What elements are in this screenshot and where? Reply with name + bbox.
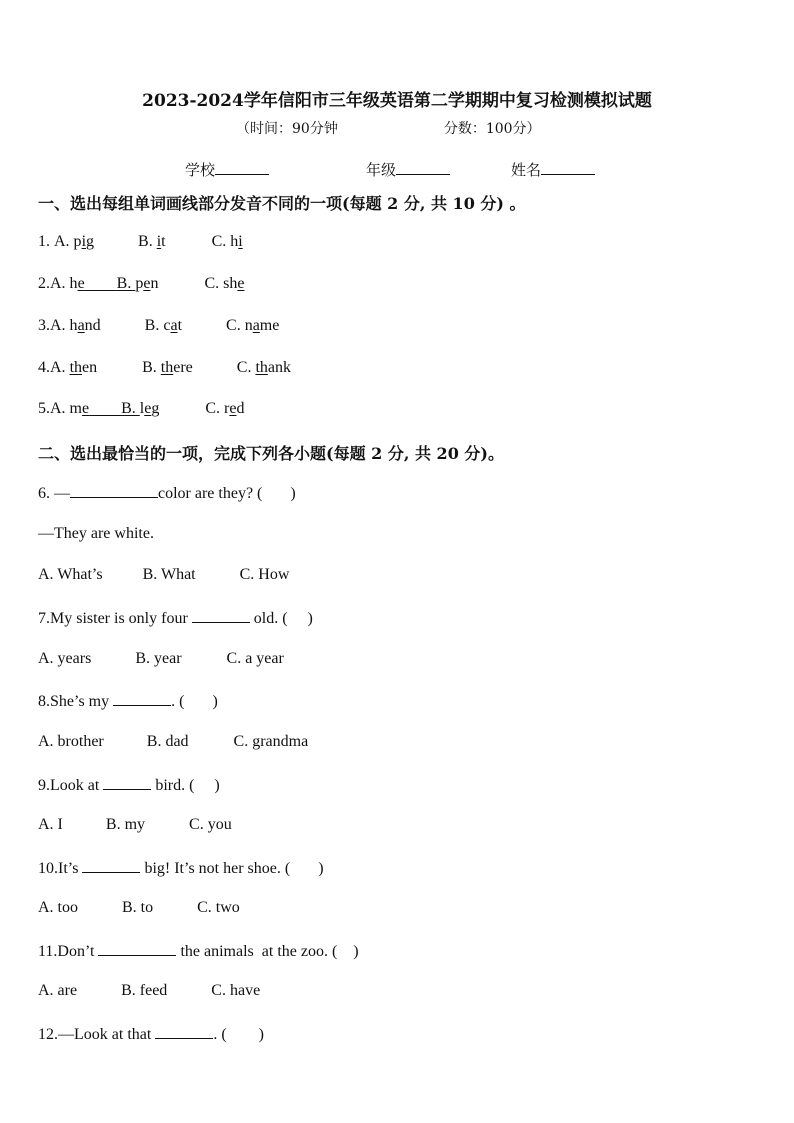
q6-blank[interactable] (70, 483, 158, 498)
question-3: 3.A. hand B. cat C. name (38, 317, 280, 334)
q8-option-b: B. dad (146, 733, 189, 750)
q11-options (38, 982, 260, 1000)
q4-option-b: B. there (142, 359, 193, 376)
section-2-title: 二、选出最恰当的一项，完成下列各小题(每题 2 分, 共 20 分)。 (38, 444, 504, 463)
q9-blank[interactable] (103, 775, 151, 790)
q7-options (38, 650, 284, 668)
q1-option-c: C. hi (211, 233, 243, 250)
q8-options (38, 733, 308, 751)
question-6-reply: —They are white. (38, 525, 154, 542)
q3-option-b: B. cat (144, 317, 183, 334)
question-6: 6. — color are they? ( ) (38, 485, 296, 502)
q5-option-a: A. me (50, 400, 90, 417)
section-1-title: 一、选出每组单词画线部分发音不同的一项(每题 2 分, 共 10 分) 。 (38, 194, 526, 213)
grade-field[interactable]: 年级 (366, 159, 450, 180)
q8-blank[interactable] (113, 691, 171, 706)
q2-option-c: C. she (204, 275, 245, 292)
question-7: 7.My sister is only four old. ( ) (38, 610, 313, 627)
q7-blank[interactable] (192, 608, 250, 623)
q1-option-a: A. pig (54, 233, 95, 250)
q8-option-c: C. grandma (233, 733, 309, 750)
q6-options (38, 566, 289, 584)
q6-option-a: A. What’s (38, 566, 103, 583)
q12-blank[interactable] (155, 1024, 213, 1039)
time-label: （时间：90分钟 (236, 121, 338, 137)
q3-option-c: C. name (226, 317, 280, 334)
q6-option-c: C. How (239, 566, 290, 583)
score-label: 分数：100分） (443, 121, 541, 137)
q7-option-c: C. a year (226, 650, 284, 667)
page-title: 2023-2024学年信阳市三年级英语第二学期期中复习检测模拟试题 (142, 91, 652, 111)
q4-option-a: A. then (50, 359, 98, 376)
q4-option-c: C. thank (236, 359, 292, 376)
q10-options (38, 899, 240, 917)
question-12: 12.—Look at that . ( ) (38, 1026, 264, 1043)
q1-option-b: B. it (138, 233, 166, 250)
q3-option-a: A. hand (50, 317, 101, 334)
q7-option-a: A. years (38, 650, 92, 667)
q5-option-c: C. red (205, 400, 245, 417)
q10-blank[interactable] (82, 858, 140, 873)
q8-option-a: A. brother (38, 733, 104, 750)
q10-option-b: B. to (122, 899, 154, 916)
q7-option-b: B. year (135, 650, 182, 667)
q11-blank[interactable] (98, 941, 176, 956)
q2-option-b: B. pen (116, 275, 159, 292)
question-10: 10.It’s big! It’s not her shoe. ( ) (38, 860, 324, 877)
question-8: 8.She’s my . ( ) (38, 693, 218, 710)
question-11: 11.Don’t the animals at the zoo. ( ) (38, 943, 359, 960)
q5-option-b: B. leg (121, 400, 160, 417)
name-field[interactable]: 姓名 (511, 159, 595, 180)
q9-option-c: C. you (189, 816, 232, 833)
question-5: 5.A. me B. leg C. red (38, 400, 245, 417)
question-9: 9.Look at bird. ( ) (38, 777, 220, 794)
question-2: 2.A. he B. pen C. she (38, 275, 245, 292)
q11-option-c: C. have (211, 982, 261, 999)
school-field[interactable]: 学校 (185, 159, 269, 180)
question-4: 4.A. then B. there C. thank (38, 359, 292, 376)
q6-option-b: B. What (142, 566, 196, 583)
q10-option-c: C. two (197, 899, 240, 916)
exam-meta (236, 118, 541, 138)
q11-option-a: A. are (38, 982, 78, 999)
student-info (185, 159, 595, 180)
question-1: 1. A. pig B. it C. hi (38, 233, 243, 250)
q9-options (38, 816, 232, 834)
q10-option-a: A. too (38, 899, 78, 916)
q2-option-a: A. he (50, 275, 85, 292)
q9-option-a: A. I (38, 816, 63, 833)
q9-option-b: B. my (105, 816, 146, 833)
q11-option-b: B. feed (121, 982, 168, 999)
